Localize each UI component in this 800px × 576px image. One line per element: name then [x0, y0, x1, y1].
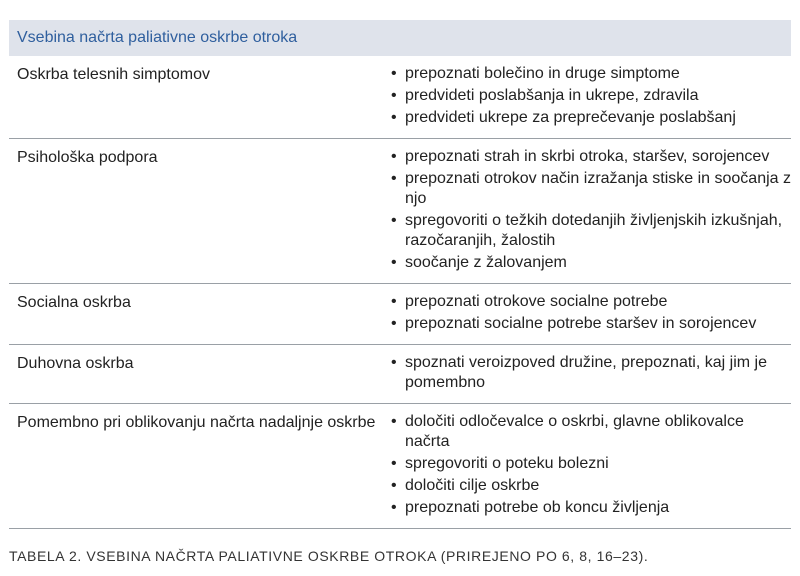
bullet-icon: • [391, 148, 397, 165]
bullet-icon: • [391, 315, 397, 332]
list-item-text: prepoznati strah in skrbi otroka, staršev, sorojencev [405, 148, 770, 165]
table-row [9, 345, 791, 404]
table-row [9, 284, 791, 345]
list-item [387, 454, 791, 474]
row-label: Duhovna oskrba [17, 355, 134, 372]
list-item [387, 353, 791, 393]
bullet-icon: • [391, 455, 397, 472]
bullet-icon: • [391, 354, 397, 371]
list-item [387, 412, 791, 452]
list-item [387, 211, 791, 251]
list-item-text: prepoznati potrebe ob koncu življenja [405, 499, 670, 516]
table-body [9, 56, 791, 529]
list-item-text: prepoznati socialne potrebe staršev in sorojencev [405, 315, 757, 332]
row-label: Pomembno pri oblikovanju načrta nadaljnje oskrbe [17, 414, 376, 431]
row-label: Oskrba telesnih simptomov [17, 66, 210, 83]
table-title: Vsebina načrta paliativne oskrbe otroka [9, 20, 791, 56]
list-item [387, 108, 791, 128]
list-item-text: prepoznati bolečino in druge simptome [405, 65, 680, 82]
table-caption: TABELA 2. VSEBINA NAČRTA PALIATIVNE OSKRBE OTROKA (PRIREJENO PO 6, 8, 16–23). [9, 548, 649, 564]
list-item-text: soočanje z žalovanjem [405, 254, 567, 271]
bullet-icon: • [391, 65, 397, 82]
list-item [387, 476, 791, 496]
list-item-text: spoznati veroizpoved družine, prepoznati, kaj jim je pomembno [405, 354, 767, 391]
bullet-icon: • [391, 477, 397, 494]
list-item-text: določiti cilje oskrbe [405, 477, 540, 494]
list-item-text: spregovoriti o težkih dotedanjih življenjskih izkušnjah, razočaranjih, žalostih [405, 212, 783, 249]
bullet-icon: • [391, 499, 397, 516]
bullet-icon: • [391, 254, 397, 271]
row-items-list [387, 345, 791, 403]
bullet-icon: • [391, 87, 397, 104]
row-items-list [387, 56, 791, 138]
list-item-text: prepoznati otrokove socialne potrebe [405, 293, 668, 310]
bullet-icon: • [391, 170, 397, 187]
list-item [387, 169, 791, 209]
list-item-text: spregovoriti o poteku bolezni [405, 455, 609, 472]
table-row [9, 404, 791, 528]
list-item [387, 147, 791, 167]
row-items-list [387, 284, 791, 344]
row-label: Socialna oskrba [17, 294, 131, 311]
row-label: Psihološka podpora [17, 149, 158, 166]
row-items-list [387, 139, 791, 283]
list-item [387, 498, 791, 518]
bullet-icon: • [391, 109, 397, 126]
list-item-text: prepoznati otrokov način izražanja stiske in soočanja z njo [405, 170, 791, 207]
content-table [9, 20, 791, 529]
list-item [387, 64, 791, 84]
list-item-text: predvideti poslabšanja in ukrepe, zdravila [405, 87, 699, 104]
list-item [387, 314, 791, 334]
list-item [387, 292, 791, 312]
list-item [387, 86, 791, 106]
table-row [9, 139, 791, 284]
bullet-icon: • [391, 413, 397, 430]
bullet-icon: • [391, 293, 397, 310]
bullet-icon: • [391, 212, 397, 229]
list-item-text: predvideti ukrepe za preprečevanje poslabšanj [405, 109, 736, 126]
list-item-text: določiti odločevalce o oskrbi, glavne oblikovalce načrta [405, 413, 744, 450]
row-items-list [387, 404, 791, 528]
list-item [387, 253, 791, 273]
table-row [9, 56, 791, 139]
